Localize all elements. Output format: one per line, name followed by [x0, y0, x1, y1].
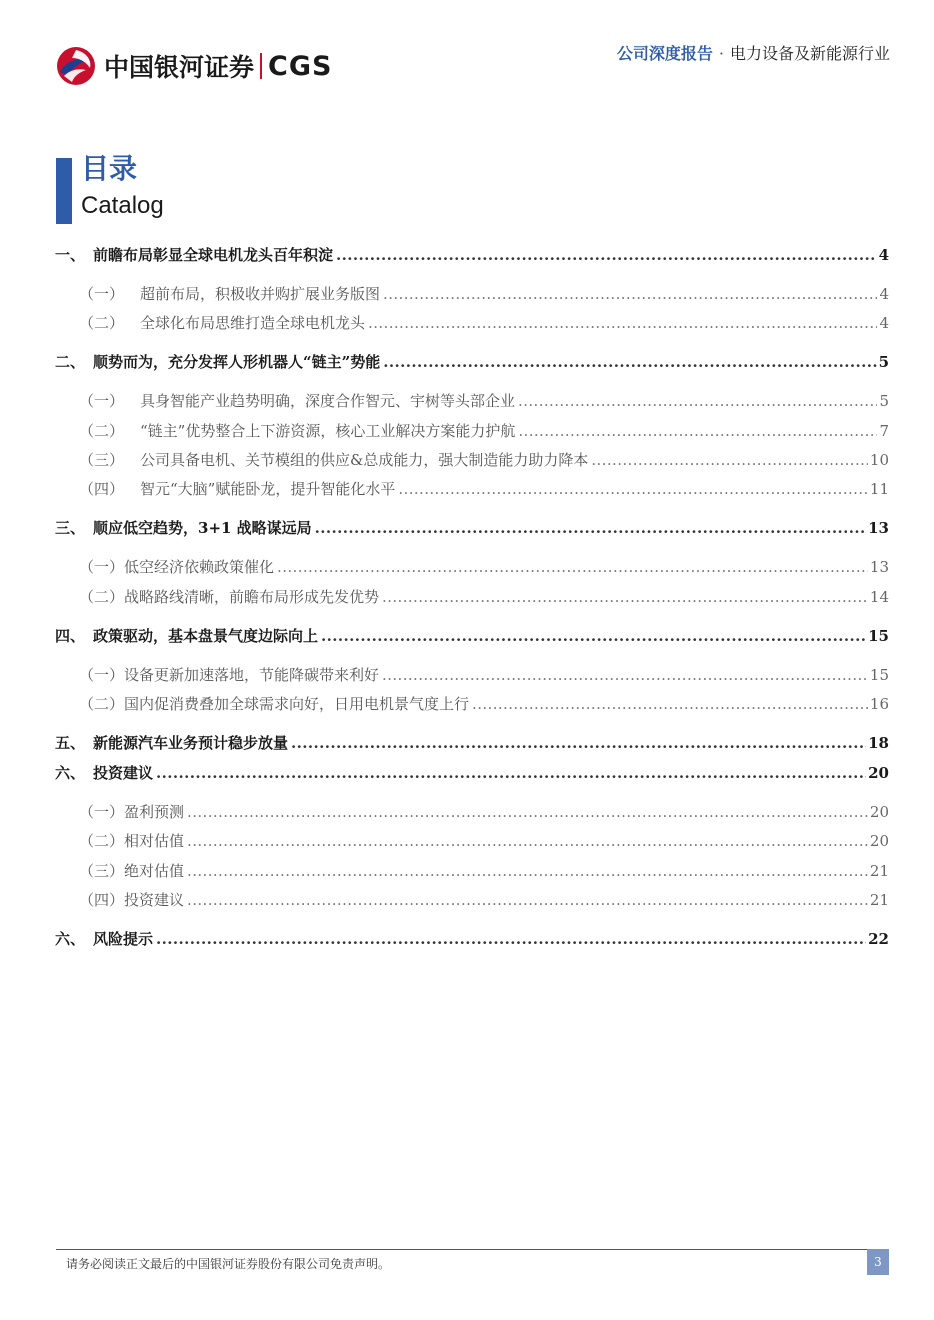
report-type: 公司深度报告: [616, 44, 713, 63]
footer-divider: [56, 1249, 867, 1250]
toc-entry-title: 国内促消费叠加全球需求向好，日用电机景气度上行: [124, 695, 470, 714]
page-number: 3: [867, 1249, 889, 1275]
toc-chapter-entry[interactable]: [55, 240, 889, 270]
table-of-contents: [55, 240, 889, 954]
toc-entry-title: 盈利预测: [124, 802, 185, 821]
toc-section-entry[interactable]: [55, 417, 889, 446]
logo-divider: [260, 53, 262, 79]
toc-entry-page: 20: [869, 802, 889, 821]
toc-entry-page: 4: [878, 246, 889, 264]
toc-dot-leader: [398, 475, 868, 504]
toc-entry-page: 18: [868, 733, 889, 752]
toc-entry-number: （一）: [79, 802, 125, 821]
toc-spacer: [55, 377, 889, 387]
toc-entry-number: （二）: [79, 695, 125, 714]
toc-section-entry[interactable]: [55, 280, 889, 309]
toc-entry-page: 5: [879, 392, 889, 411]
toc-entry-number: （一）: [79, 665, 125, 684]
toc-chapter-entry[interactable]: [55, 513, 889, 543]
toc-entry-page: 11: [869, 480, 889, 499]
toc-spacer: [55, 270, 889, 280]
toc-entry-title: “链主”优势整合上下游资源，核心工业解决方案能力护航: [140, 421, 516, 440]
logo-english-name: CGS: [268, 50, 333, 82]
toc-entry-number: （一）: [79, 558, 125, 577]
toc-dot-leader: [518, 417, 877, 446]
toc-entry-page: 20: [868, 763, 889, 782]
catalog-title-en: Catalog: [81, 192, 164, 219]
toc-spacer: [55, 543, 889, 553]
toc-entry-number: （二）: [79, 587, 125, 606]
toc-entry-number: 五、: [55, 733, 86, 752]
toc-entry-number: 一、: [55, 246, 86, 264]
toc-spacer: [55, 339, 889, 348]
industry-name: 电力设备及新能源行业: [729, 44, 890, 63]
logo-chinese-name: 中国银河证券: [104, 53, 255, 82]
toc-dot-leader: [277, 553, 868, 582]
toc-spacer: [55, 788, 889, 798]
title-accent-bar: [56, 158, 72, 224]
toc-entry-page: 13: [869, 558, 889, 577]
toc-dot-leader: [187, 827, 868, 856]
toc-entry-number: （二）: [79, 314, 125, 333]
toc-dot-leader: [472, 690, 868, 719]
toc-section-entry[interactable]: [55, 690, 889, 719]
toc-entry-number: （四）: [79, 480, 125, 499]
toc-entry-number: （一）: [79, 392, 125, 411]
toc-dot-leader: [591, 446, 868, 475]
toc-entry-page: 21: [869, 891, 889, 910]
toc-dot-leader: [156, 924, 866, 954]
toc-section-entry[interactable]: [55, 827, 889, 856]
toc-section-entry[interactable]: [55, 857, 889, 886]
toc-entry-page: 4: [879, 314, 889, 333]
toc-entry-page: 21: [869, 861, 889, 880]
toc-spacer: [55, 719, 889, 728]
toc-dot-leader: [518, 387, 877, 416]
toc-entry-page: 15: [868, 626, 889, 645]
toc-entry-title: 全球化布局思维打造全球电机龙头: [140, 314, 366, 333]
toc-entry-number: 三、: [55, 519, 86, 538]
toc-spacer: [55, 915, 889, 924]
header-separator: ·: [718, 44, 724, 63]
toc-section-entry[interactable]: [55, 661, 889, 690]
toc-chapter-entry[interactable]: [55, 728, 889, 758]
catalog-title-cn: 目录: [81, 152, 138, 185]
toc-entry-number: （二）: [79, 421, 125, 440]
report-header-info: [617, 41, 890, 64]
toc-entry-number: （一）: [79, 285, 125, 303]
toc-entry-page: 7: [879, 421, 889, 440]
toc-section-entry[interactable]: [55, 446, 889, 475]
toc-entry-title: 政策驱动，基本盘景气度边际向上: [93, 626, 319, 645]
toc-entry-title: 智元“大脑”赋能卧龙，提升智能化水平: [140, 480, 396, 499]
toc-entry-page: 14: [869, 587, 889, 606]
toc-entry-title: 战略路线清晰，前瞻布局形成先发优势: [124, 587, 380, 606]
toc-dot-leader: [315, 513, 866, 543]
toc-entry-number: 二、: [55, 353, 86, 372]
toc-dot-leader: [383, 347, 876, 377]
toc-dot-leader: [156, 758, 866, 788]
toc-section-entry[interactable]: [55, 798, 889, 827]
toc-entry-number: 六、: [55, 763, 86, 782]
toc-entry-number: （三）: [79, 861, 125, 880]
toc-spacer: [55, 505, 889, 514]
toc-section-entry[interactable]: [55, 309, 889, 338]
cgs-logo-icon: [56, 46, 96, 86]
toc-dot-leader: [382, 661, 868, 690]
toc-entry-page: 16: [869, 695, 889, 714]
toc-entry-page: 4: [879, 285, 889, 303]
toc-dot-leader: [187, 886, 868, 915]
toc-entry-title: 顺应低空趋势，3+1 战略谋远局: [93, 519, 312, 538]
toc-entry-title: 新能源汽车业务预计稳步放量: [93, 733, 289, 752]
toc-entry-title: 相对估值: [124, 832, 185, 851]
toc-entry-page: 20: [869, 832, 889, 851]
toc-entry-title: 投资建议: [93, 763, 154, 782]
toc-section-entry[interactable]: [55, 886, 889, 915]
toc-entry-title: 低空经济依赖政策催化: [124, 558, 275, 577]
toc-entry-page: 13: [868, 519, 889, 538]
toc-entry-number: （二）: [79, 832, 125, 851]
toc-entry-title: 超前布局，积极收并购扩展业务版图: [140, 285, 381, 303]
toc-entry-page: 15: [869, 665, 889, 684]
toc-chapter-entry[interactable]: [55, 924, 889, 954]
toc-entry-title: 风险提示: [93, 929, 154, 948]
company-logo: [56, 46, 332, 86]
toc-dot-leader: [336, 240, 877, 270]
toc-entry-page: 10: [869, 451, 889, 470]
toc-dot-leader: [291, 728, 866, 758]
toc-spacer: [55, 612, 889, 621]
toc-section-entry[interactable]: [55, 553, 889, 582]
toc-dot-leader: [321, 621, 866, 651]
footer-disclaimer: 请务必阅读正文最后的中国银河证券股份有限公司免责声明。: [66, 1257, 391, 1271]
toc-entry-title: 前瞻布局彰显全球电机龙头百年积淀: [93, 246, 334, 264]
toc-entry-title: 绝对估值: [124, 861, 185, 880]
toc-entry-title: 具身智能产业趋势明确，深度合作智元、宇树等头部企业: [140, 392, 516, 411]
toc-entry-title: 投资建议: [124, 891, 185, 910]
toc-dot-leader: [382, 583, 868, 612]
toc-entry-page: 5: [878, 353, 889, 372]
toc-entry-number: 四、: [55, 626, 86, 645]
toc-dot-leader: [187, 798, 868, 827]
toc-entry-number: （三）: [79, 451, 125, 470]
toc-section-entry[interactable]: [55, 387, 889, 416]
toc-chapter-entry[interactable]: [55, 758, 889, 788]
toc-section-entry[interactable]: [55, 583, 889, 612]
toc-dot-leader: [368, 309, 877, 338]
toc-dot-leader: [187, 857, 868, 886]
toc-entry-number: 六、: [55, 929, 86, 948]
toc-dot-leader: [383, 280, 877, 309]
toc-spacer: [55, 651, 889, 661]
toc-entry-title: 顺势而为，充分发挥人形机器人“链主”势能: [93, 353, 381, 372]
toc-entry-title: 设备更新加速落地，节能降碳带来利好: [124, 665, 380, 684]
toc-entry-number: （四）: [79, 891, 125, 910]
toc-entry-title: 公司具备电机、关节模组的供应&总成能力，强大制造能力助力降本: [140, 451, 589, 470]
toc-section-entry[interactable]: [55, 475, 889, 504]
toc-chapter-entry[interactable]: [55, 347, 889, 377]
toc-chapter-entry[interactable]: [55, 621, 889, 651]
toc-entry-page: 22: [868, 929, 889, 948]
